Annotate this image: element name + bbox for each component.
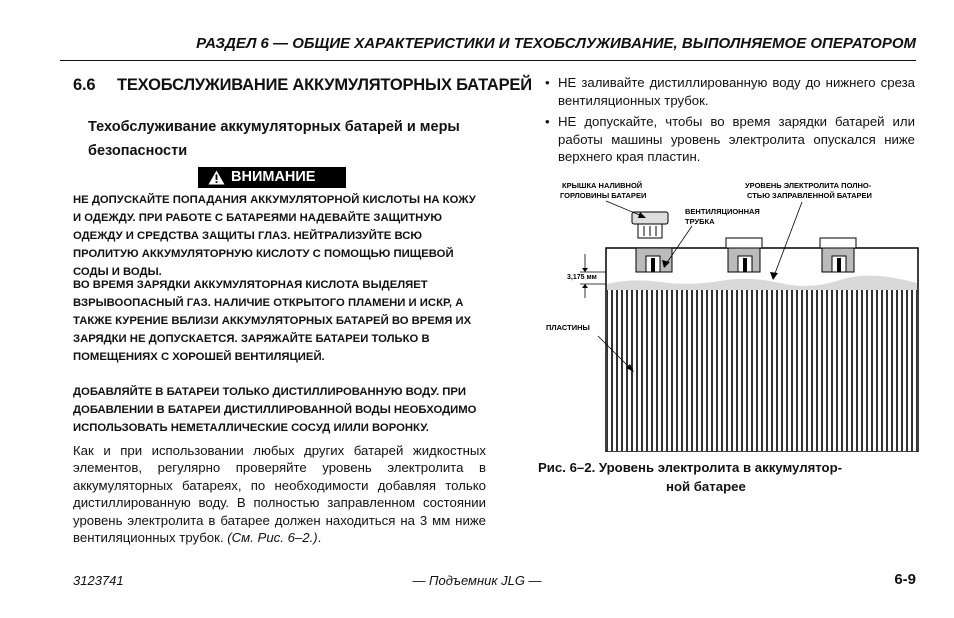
bullet-item: • НЕ заливайте дистиллированную воду до нижнего среза вентиляционных трубок. (545, 74, 915, 109)
caption-line1: Рис. 6–2. Уровень электролита в аккумулятор- (538, 460, 843, 475)
body-end: . (317, 530, 322, 546)
section-number: 6.6 (73, 76, 96, 94)
section-title: ТЕХОБСЛУЖИВАНИЕ АККУМУЛЯТОРНЫХ БАТАРЕЙ (117, 76, 532, 94)
warning-badge (198, 167, 346, 188)
cap-label-line2: ГОРЛОВИНЫ БАТАРЕИ (560, 191, 647, 200)
figure-caption (538, 458, 918, 496)
cell-3 (820, 238, 856, 272)
warning-paragraph: ВО ВРЕМЯ ЗАРЯДКИ АККУМУЛЯТОРНАЯ КИСЛОТА ВЫДЕЛЯЕТ ВЗРЫВООПАСНЫЙ ГАЗ. НАЛИЧИЕ ОТКРЫТОГО ПЛАМЕНИ И ИСКР, А ТАКЖЕ КУРЕНИЕ ВБЛИЗИ АККУМУЛЯТОРНЫХ БАТАРЕЙ ВО ВРЕМЯ ИХ ЗАРЯДКИ НЕ ДОПУСКАЕТСЯ. ЗАРЯЖАЙТЕ БАТАРЕИ ТОЛЬКО В ПОМЕЩЕНИЯХ С ХОРОШЕЙ ВЕНТИЛЯЦИЕЙ. (73, 279, 472, 363)
header-rule (60, 60, 916, 61)
vent-label-line2: ТРУБКА (685, 217, 715, 226)
cell-2 (726, 238, 762, 272)
subsection-title: Техобслуживание аккумуляторных батарей и меры безопасности (88, 119, 460, 159)
running-header: РАЗДЕЛ 6 — ОБЩИЕ ХАРАКТЕРИСТИКИ И ТЕХОБСЛУЖИВАНИЕ, ВЫПОЛНЯЕМОЕ ОПЕРАТОРОМ (196, 35, 916, 52)
level-label-line2: СТЬЮ ЗАПРАВЛЕННОЙ БАТАРЕИ (747, 191, 872, 200)
dimension-label: 3,175 мм (567, 274, 597, 281)
section-heading (73, 76, 532, 95)
warning-paragraph: НЕ ДОПУСКАЙТЕ ПОПАДАНИЯ АККУМУЛЯТОРНОЙ КИСЛОТЫ НА КОЖУ И ОДЕЖДУ. ПРИ РАБОТЕ С БАТАРЕЯМИ НАДЕВАЙТЕ ЗАЩИТНУЮ ОДЕЖДУ И СРЕДСТВА ЗАЩИТЫ ГЛАЗ. НЕЙТРАЛИЗУЙТЕ ВСЮ ПРОЛИТУЮ АККУМУЛЯТОРНУЮ КИСЛОТУ С ПОМОЩЬЮ ПИЩЕВОЙ СОДЫ И ВОДЫ. (73, 194, 476, 278)
level-label-line1: УРОВЕНЬ ЭЛЕКТРОЛИТА ПОЛНО- (745, 181, 872, 190)
cell-1 (636, 248, 672, 272)
plates-label: ПЛАСТИНЫ (546, 323, 590, 332)
figure-reference-link[interactable]: (См. Рис. 6–2.) (227, 530, 318, 546)
warning-paragraph: ДОБАВЛЯЙТЕ В БАТАРЕИ ТОЛЬКО ДИСТИЛЛИРОВАННУЮ ВОДУ. ПРИ ДОБАВЛЕНИИ В БАТАРЕИ ДИСТИЛЛИРОВАННОЙ ВОДЫ НЕОБХОДИМО ИСПОЛЬЗОВАТЬ НЕМЕТАЛЛИЧЕСКИЕ СОСУД И/ИЛИ ВОРОНКУ. (73, 386, 477, 434)
bullet-list (545, 74, 915, 170)
battery-diagram (540, 176, 920, 452)
page-number: 6-9 (894, 571, 916, 588)
bullet-item: • НЕ допускайте, чтобы во время зарядки батарей или работы машины уровень электролита опускался ниже верхнего края пластин. (545, 113, 915, 166)
fill-cap (632, 212, 668, 238)
footer-product: — Подъемник JLG — (412, 573, 542, 588)
battery-plates (607, 290, 917, 451)
caption-line2: ной батарее (666, 479, 746, 494)
warning-label: ВНИМАНИЕ (231, 169, 316, 185)
body-paragraph (73, 442, 486, 546)
footer-doc-number: 3123741 (73, 573, 124, 588)
cap-label-line1: КРЫШКА НАЛИВНОЙ (562, 181, 643, 190)
body-text: Как и при использовании любых других батарей жидкостных элементов, регулярно проверяйте уровень электролита в аккумуляторных батареях, по необходимости добавляя только дистиллированную воду. В полностью заправленном состоянии уровень электролита в батарее должен находиться на 3 мм ниже вентиляционных трубок. (73, 443, 486, 546)
vent-label-line1: ВЕНТИЛЯЦИОННАЯ (685, 207, 760, 216)
warning-triangle-icon (208, 170, 225, 185)
